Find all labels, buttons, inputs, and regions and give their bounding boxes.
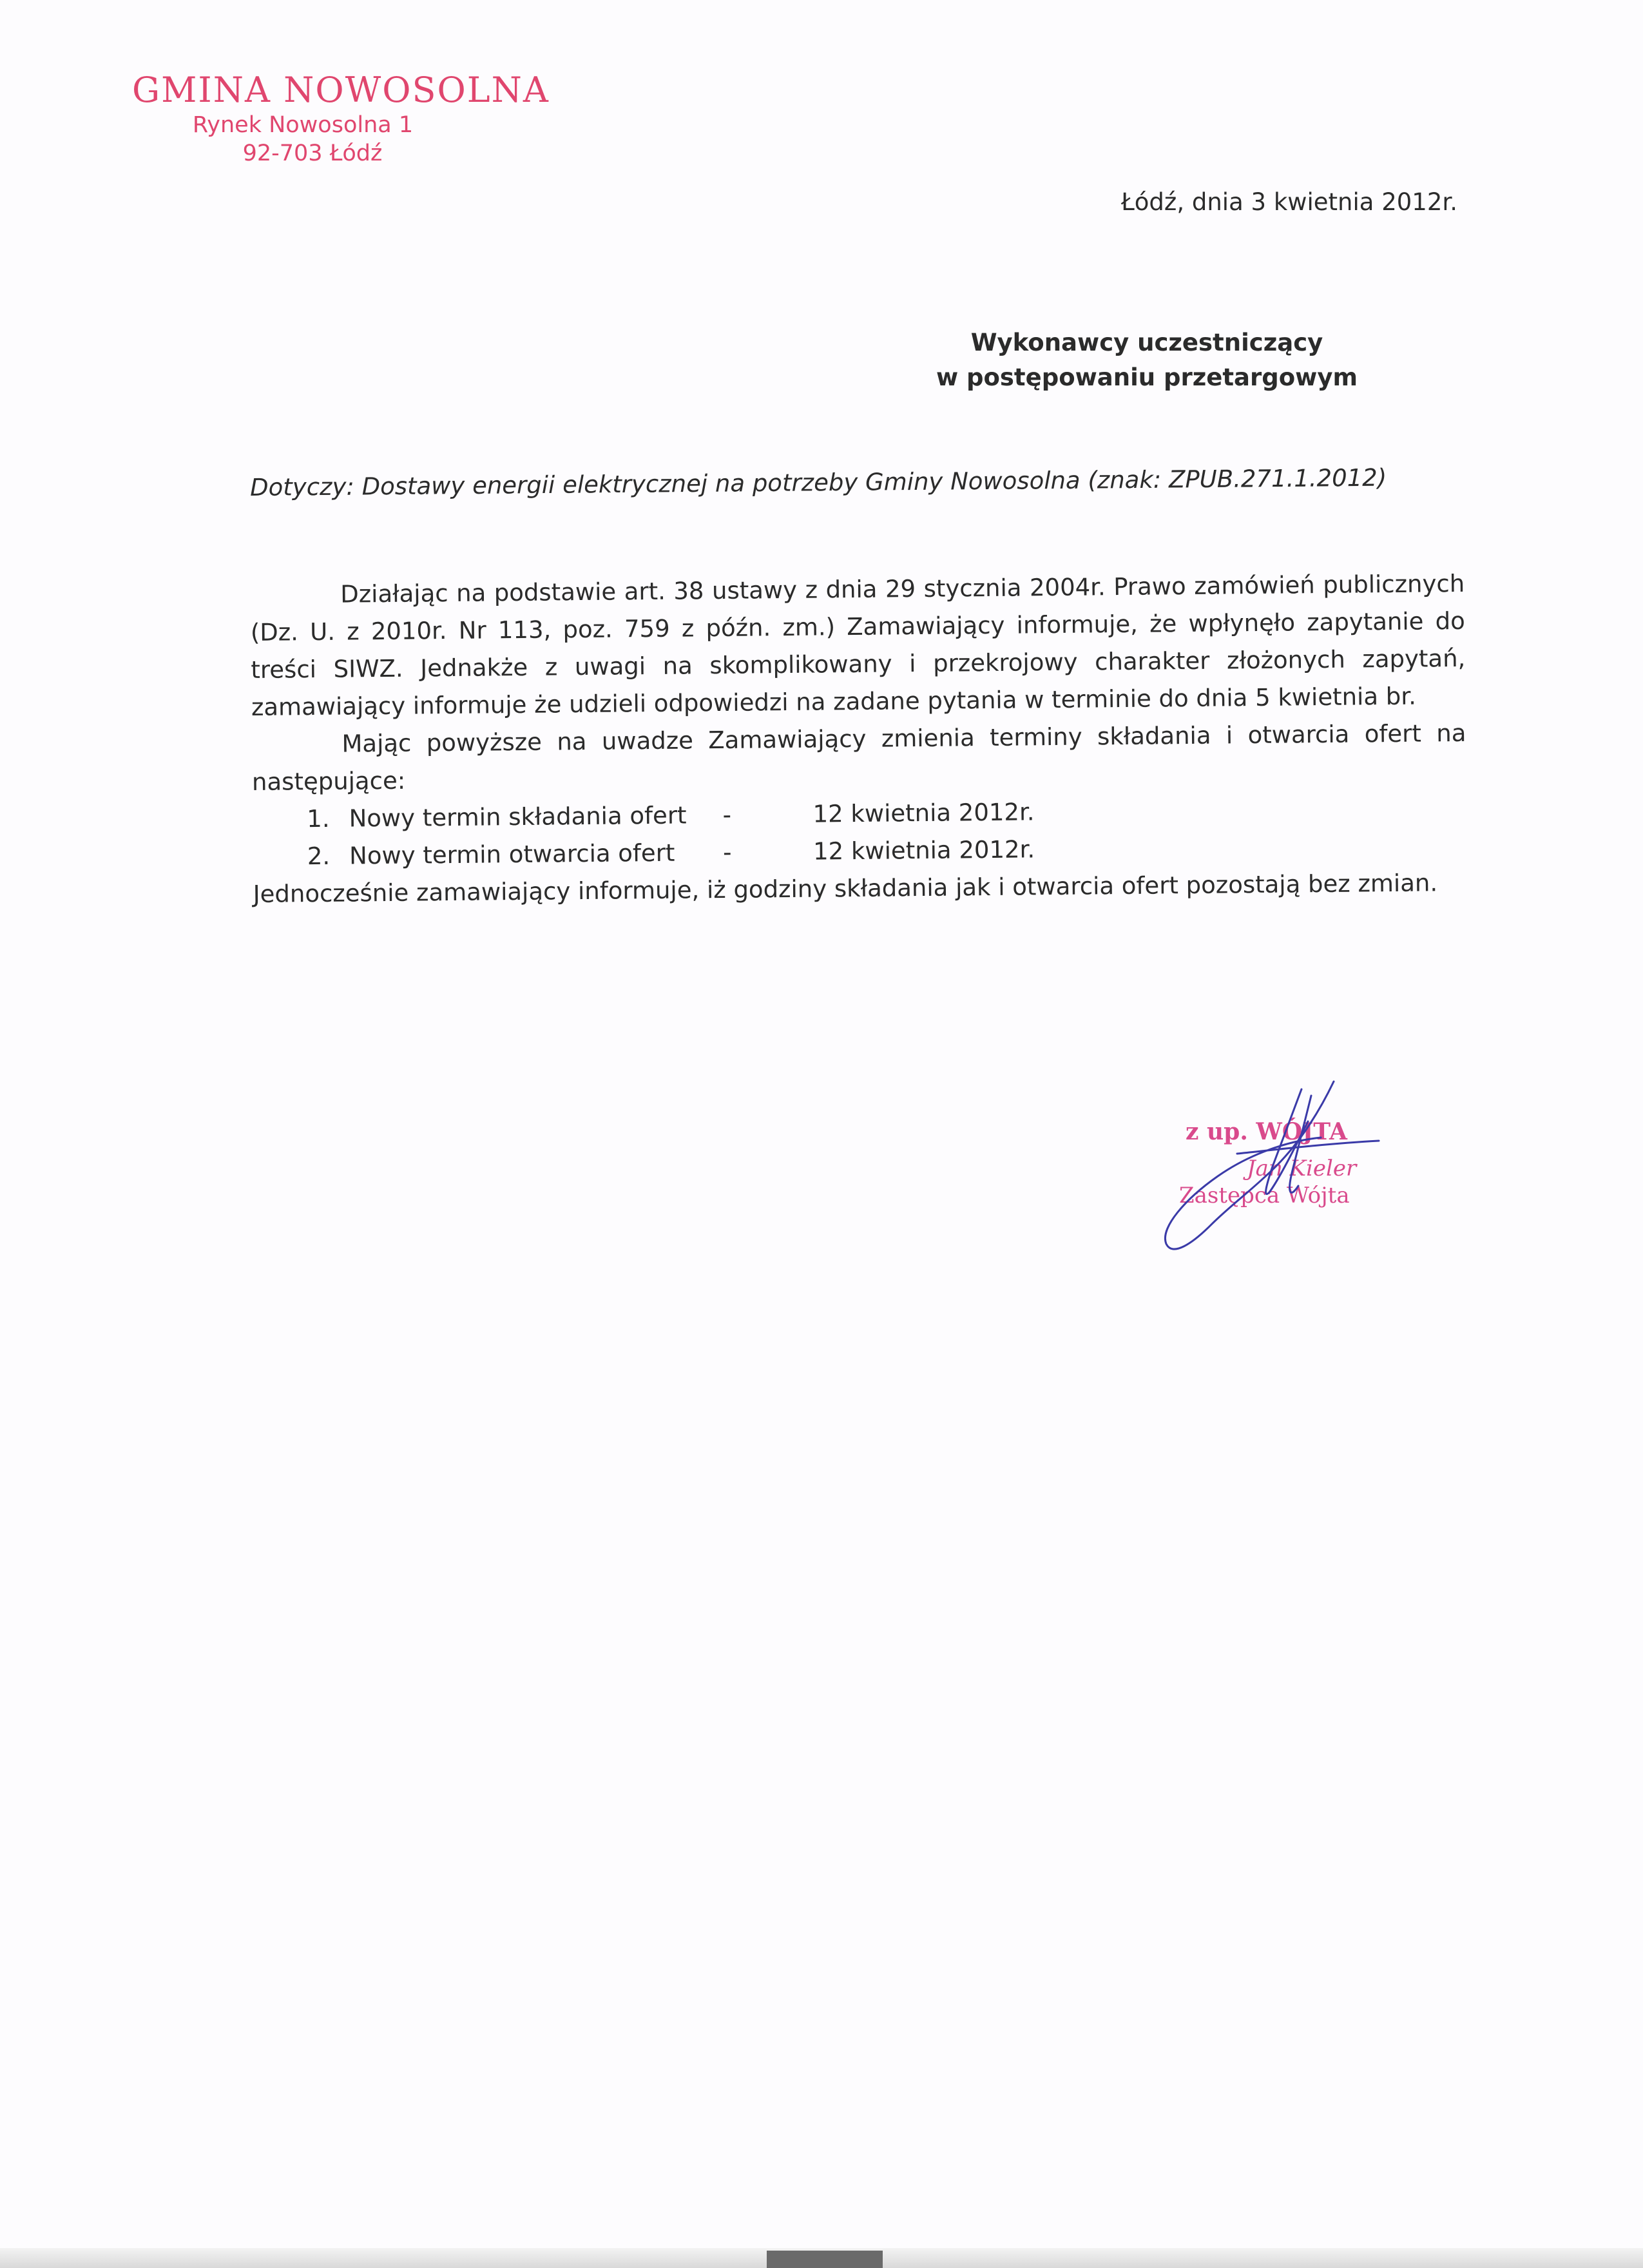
deadline-list (252, 790, 1467, 876)
deadline-number: 1. (307, 804, 330, 833)
deadline-label: Nowy termin składania ofert (349, 801, 687, 833)
date-line: Łódź, dnia 3 kwietnia 2012r. (1121, 188, 1457, 216)
addressee (921, 325, 1372, 395)
handwritten-signature (1140, 1070, 1392, 1263)
stamp-city: 92-703 Łódź (242, 141, 383, 166)
deadline-label: Nowy termin otwarcia ofert (349, 838, 675, 870)
letter-body (250, 565, 1468, 913)
paragraph-1: Działając na podstawie art. 38 ustawy z dnia 29 stycznia 2004r. Prawo zamówień publicznych (Dz. U. z 2010r. Nr 113, poz. 759 z późn. zm.) Zamawiający informuje, że wpłynęło zapytanie do treści SIWZ. Jednakże z uwagi na skomplikowany i przekrojowy charakter złożonych zapytań, zamawiający informuje że udzieli odpowiedzi na zadane pytania w terminie do dnia 5 kwietnia br. (250, 569, 1466, 721)
addressee-line-2: w postępowaniu przetargowym (936, 363, 1358, 391)
deadline-dash: - (722, 838, 732, 866)
stamp-street: Rynek Nowosolna 1 (192, 112, 414, 138)
deadline-date: 12 kwietnia 2012r. (812, 835, 1035, 866)
addressee-line-1: Wykonawcy uczestniczący (970, 329, 1323, 356)
stamp-title: GMINA NOWOSOLNA (132, 70, 550, 110)
municipality-stamp (132, 70, 550, 168)
deadline-date: 12 kwietnia 2012r. (812, 798, 1035, 828)
scan-edge-shadow (767, 2251, 883, 2268)
closing-sentence: Jednocześnie zamawiający informuje, iż godziny składania jak i otwarcia ofert pozostają bez zmian. (253, 869, 1438, 908)
signature-stamp-authority: z up. WÓJTA (1186, 1118, 1347, 1145)
signature-stamp-name: Jan Kieler (1247, 1156, 1357, 1181)
deadline-dash: - (722, 800, 732, 829)
paragraph-2: Mając powyższe na uwadze Zamawiający zmienia terminy składania i otwarcia ofert na następujące: (251, 719, 1466, 796)
deadline-number: 2. (307, 842, 331, 871)
signature-stamp-title: Zastępca Wójta (1179, 1183, 1350, 1208)
subject-line: Dotyczy: Dostawy energii elektrycznej na potrzeby Gminy Nowosolna (znak: ZPUB.271.1.2012) (250, 463, 1387, 501)
